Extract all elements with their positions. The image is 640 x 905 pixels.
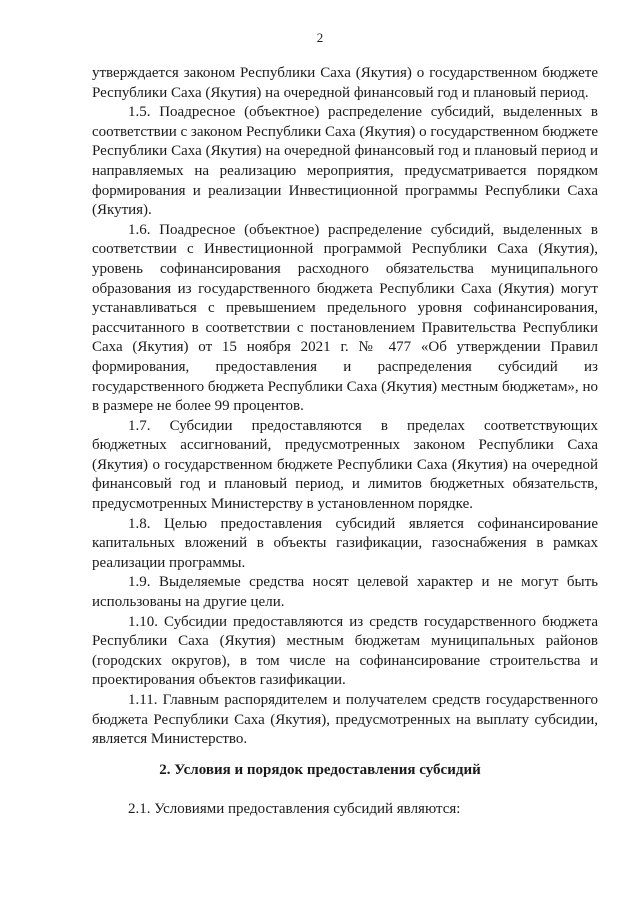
paragraph-2-1: 2.1. Условиями предоставления субсидий являются: [128,801,461,817]
section-heading: 2. Условия и порядок предоставления субсидий [159,762,481,778]
paragraph-1-11: 1.11. Главным распорядителем и получателем средств государственного бюджета Республики Саха (Якутия), предусмотренных на выплату субсидии, является Министерство. [92,692,598,748]
page-number: 2 [316,30,324,45]
paragraph-1-6: 1.6. Поадресное (объектное) распределение субсидий, выделенных в соответствии с Инвестиционной программой Республики Саха (Якутия), уровень софинансирования расходного обязательства муниципального образования из государственного бюджета Республики Саха (Якутия) могут устанавливаться с превышением предельного уровня софинансирования, рассчитанного в соответствии с постановлением Правительства Республики Саха (Якутия) от 15 ноября 2021 г. № 477 «Об утверждении Правил формирования, предоставления и распределения субсидий из государственного бюджета Республики Саха (Якутия) местным бюджетам», но в размере не более 99 процентов. [92,221,598,415]
paragraph-1-7: 1.7. Субсидии предоставляются в пределах соответствующих бюджетных ассигнований, предусмотренных законом Республики Саха (Якутия) о государственном бюджете Республики Саха (Якутия) на очередной финансовый год и плановый период, и лимитов бюджетных обязательств, предусмотренных Министерству в установленном порядке. [92,417,598,513]
paragraph-1-5: 1.5. Поадресное (объектное) распределение субсидий, выделенных в соответствии с законом Республики Саха (Якутия) о государственном бюджете Республики Саха (Якутия) на очередной финансовый год и плановый период и направляемых на реализацию мероприятия, предусматривается порядком формирования и реализации Инвестиционной программы Республики Саха (Якутия). [92,104,599,219]
paragraph-1-8: 1.8. Целью предоставления субсидий является софинансирование капитальных вложений в объекты газификации, газоснабжения в рамках реализации программы. [92,515,598,571]
paragraph-1-9: 1.9. Выделяемые средства носят целевой характер и не могут быть использованы на другие цели. [92,574,598,611]
paragraph-1-10: 1.10. Субсидии предоставляются из средств государственного бюджета Республики Саха (Якутия) местным бюджетам муниципальных районов (городских округов), в том числе на софинансирование строительства и проектирования объектов газификации. [92,613,598,689]
paragraph-continuation: утверждается законом Республики Саха (Якутия) о государственном бюджете Республики Саха (Якутия) на очередной финансовый год и плановый период. [92,65,598,101]
body-text [92,64,598,750]
